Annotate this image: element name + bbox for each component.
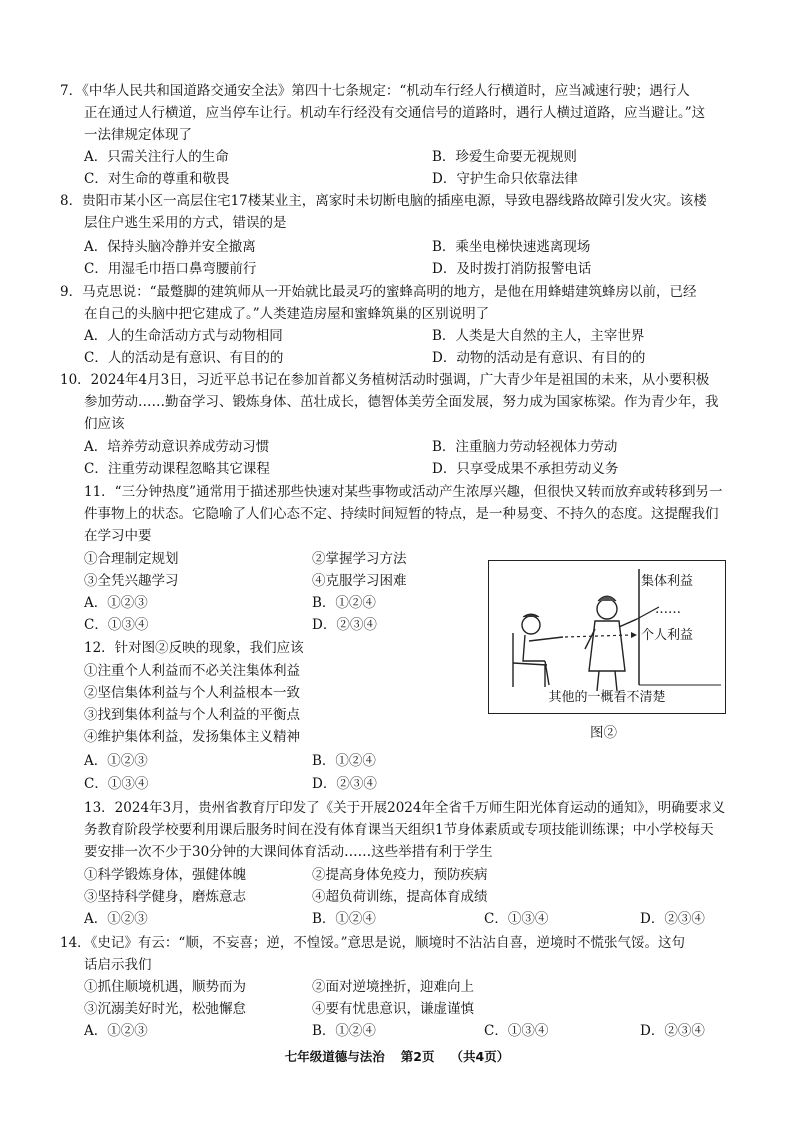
q13-option-d: D．②③④ [640,911,705,927]
q13-option-b: B．①②④ [312,911,376,927]
q10-option-b: B．注重脑力劳动轻视体力劳动 [432,439,618,455]
q10-option-c: C．注重劳动课程忽略其它课程 [84,461,270,477]
q12-statement-4: ④维护集体利益，发扬集体主义精神 [84,729,300,745]
q12-statement-1: ①注重个人利益而不必关注集体利益 [84,663,300,679]
q13-statement-2: ②提高身体免疫力，预防疾病 [312,867,488,883]
q7-option-c: C．对生命的尊重和敬畏 [84,171,230,187]
q9-stem-line-2: 在自己的头脑中把它建成了。”人类建造房屋和蜜蜂筑巢的区别说明了 [84,306,490,322]
footer-page-number: 第2页 [400,1049,435,1064]
q11-statement-4: ④克服学习困难 [312,573,407,589]
q8-option-d: D．及时拨打消防报警电话 [432,261,592,277]
q8-stem-line-2: 层住户逃生采用的方式，错误的是 [84,215,287,231]
q14-statement-3: ③沉溺美好时光，松弛懈怠 [84,1001,246,1017]
q14-statement-4: ④要有忧患意识，谦虚谨慎 [312,1001,474,1017]
figure-caption: 其他的一概看不清楚 [548,690,666,705]
figure-label-collective-interest: 集体利益 [641,574,694,589]
q11-statement-1: ①合理制定规划 [84,551,179,567]
q9-option-b: B．人类是大自然的主人，主宰世界 [432,328,645,344]
q14-option-c: C．①③④ [484,1023,549,1039]
q10-stem-line-2: 参加劳动……勤奋学习、锻炼身体、茁壮成长，德智体美劳全面发展，努力成为国家栋梁。作为青少年，我 [84,394,719,410]
page-footer [0,1046,794,1068]
q14-statement-1: ①抓住顺境机遇，顺势而为 [84,979,246,995]
q11-option-d: D．②③④ [312,617,377,633]
q12-option-b: B．①②④ [312,753,376,769]
q8-option-b: B．乘坐电梯快速逃离现场 [432,239,591,255]
q9-stem-line-1: 9．马克思说：“最蹩脚的建筑师从一开始就比最灵巧的蜜蜂高明的地方，是他在用蜂蜡建筑蜂房以前，已经 [60,284,697,300]
q14-option-b: B．①②④ [312,1023,376,1039]
q13-option-c: C．①③④ [484,911,549,927]
q13-statement-1: ①科学锻炼身体，强健体魄 [84,867,246,883]
q11-option-a: A．①②③ [84,595,148,611]
q13-stem-line-3: 要安排一次不少于30分钟的大课间体育活动……这些举措有利于学生 [84,844,493,860]
q10-stem-line-1: 10．2024年4月3日，习近平总书记在参加首都义务植树活动时强调，广大青少年是祖国的未来，从小要积极 [60,372,710,388]
footer-total-pages: （共4页） [450,1049,510,1064]
q11-stem-line-3: 在学习中要 [84,528,152,544]
q12-statement-2: ②坚信集体利益与个人利益根本一致 [84,685,300,701]
q7-option-b: B．珍爱生命要无视规则 [432,149,577,165]
q14-stem-line-2: 话启示我们 [84,957,152,973]
figure-label-dots: …… [655,602,681,617]
q13-option-a: A．①②③ [84,911,148,927]
q12-option-d: D．②③④ [312,776,377,792]
figure-number: 图② [590,725,617,741]
q12-option-a: A．①②③ [84,753,148,769]
q7-option-a: A．只需关注行人的生命 [84,149,229,165]
q7-stem-line-3: 一法律规定体现了 [84,127,192,143]
q9-option-d: D．动物的活动是有意识、有目的的 [432,350,646,366]
q12-stem: 12．针对图②反映的现象，我们应该 [84,640,304,656]
q11-stem-line-2: 件事物上的状态。它隐喻了人们心态不定、持续时间短暂的特点，是一种易变、不持久的态度。这提醒我们 [84,506,719,522]
q10-stem-line-3: 们应该 [84,416,125,432]
q13-stem-line-1: 13．2024年3月，贵州省教育厅印发了《关于开展2024年全省千万师生阳光体育运动的通知》，明确要求义 [84,800,726,816]
q10-option-a: A．培养劳动意识养成劳动习惯 [84,439,270,455]
q13-statement-3: ③坚持科学健身，磨炼意志 [84,889,246,905]
q11-statement-3: ③全凭兴趣学习 [84,573,179,589]
q8-option-c: C．用湿毛巾捂口鼻弯腰前行 [84,261,257,277]
q11-statement-2: ②掌握学习方法 [312,551,407,567]
q13-statement-4: ④超负荷训练，提高体育成绩 [312,889,488,905]
q13-stem-line-2: 务教育阶段学校要利用课后服务时间在没有体育课当天组织1节身体素质或专项技能训练课；中小学校每天 [84,822,714,838]
q9-option-c: C．人的活动是有意识、有目的的 [84,350,284,366]
q8-option-a: A．保持头脑冷静并安全撤离 [84,239,256,255]
q9-option-a: A．人的生命活动方式与动物相同 [84,328,283,344]
q7-option-d: D．守护生命只依靠法律 [432,171,578,187]
q11-stem-line-1: 11．“三分钟热度”通常用于描述那些快速对某些事物或活动产生浓厚兴趣，但很快又转而放弃或转移到另一 [84,484,723,500]
figure-2-cartoon [488,560,726,714]
q14-statement-2: ②面对逆境挫折，迎难向上 [312,979,474,995]
q11-option-b: B．①②④ [312,595,376,611]
q14-option-d: D．②③④ [640,1023,705,1039]
q11-option-c: C．①③④ [84,617,149,633]
q14-option-a: A．①②③ [84,1023,148,1039]
figure-label-personal-interest: 个人利益 [641,628,694,643]
q8-stem-line-1: 8．贵阳市某小区一高层住宅17楼某业主，离家时未切断电脑的插座电源，导致电器线路故障引发火灾。该楼 [60,193,707,209]
q14-stem-line-1: 14．《史记》有云：“顺，不妄喜；逆，不惶馁。”意思是说，顺境时不沾沾自喜，逆境时不慌张气馁。这句 [60,935,685,951]
q7-stem-line-2: 正在通过人行横道，应当停车让行。机动车行经没有交通信号的道路时，遇行人横过道路，应当避让。”这 [84,105,706,121]
q12-statement-3: ③找到集体利益与个人利益的平衡点 [84,707,300,723]
q10-option-d: D．只享受成果不承担劳动义务 [432,461,619,477]
footer-subject: 七年级道德与法治 [284,1049,385,1064]
q7-stem-line-1: 7．《中华人民共和国道路交通安全法》第四十七条规定：“机动车行经人行横道时，应当减速行驶；遇行人 [60,83,690,99]
q12-option-c: C．①③④ [84,776,149,792]
